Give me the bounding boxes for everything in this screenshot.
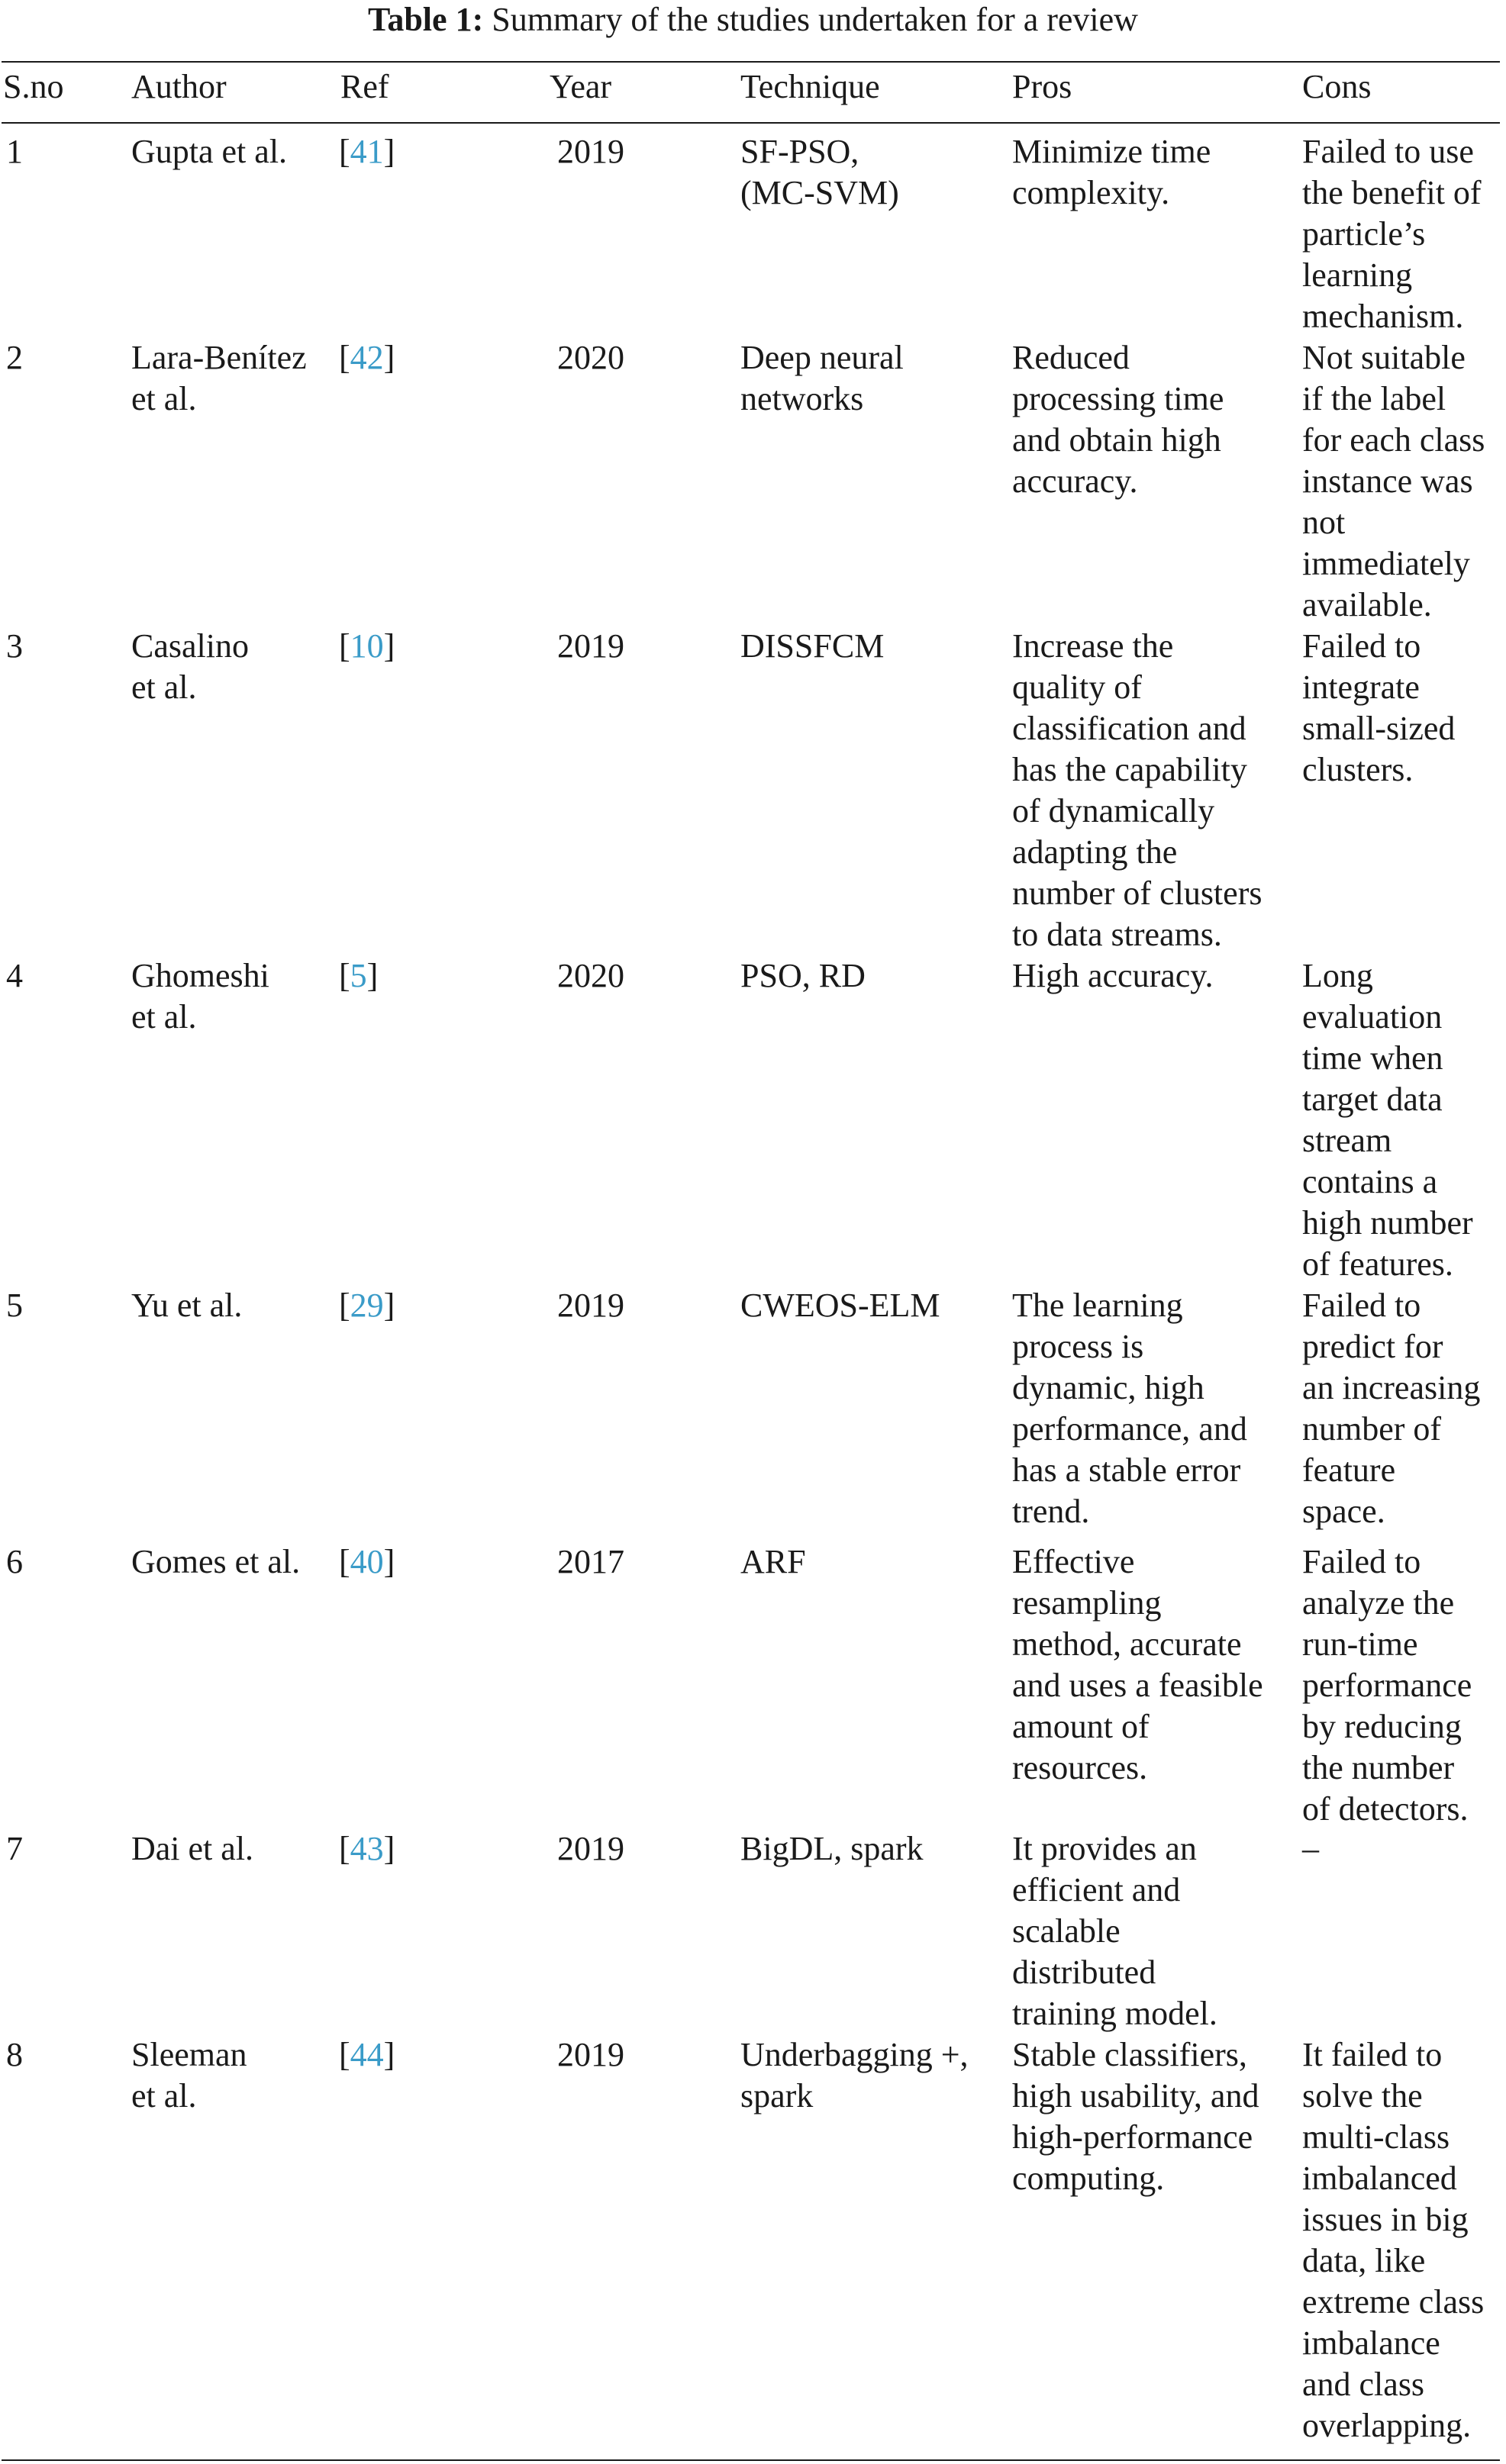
row-pros-line: quality of <box>1012 668 1142 706</box>
row-pros-line: and obtain high <box>1012 421 1221 459</box>
row-author-line: et al. <box>131 668 197 706</box>
row-sno: 2 <box>6 339 23 376</box>
row-sno: 5 <box>6 1287 23 1324</box>
row-author-line: et al. <box>131 2077 197 2115</box>
row-cons-line: multi-class <box>1302 2118 1450 2156</box>
row-cons-line: the number <box>1302 1749 1455 1786</box>
row-cons <box>1302 337 1504 626</box>
row-cons-line: solve the <box>1302 2077 1423 2115</box>
row-cons-line: available. <box>1302 586 1432 623</box>
ref-link[interactable]: 43 <box>350 1830 384 1867</box>
row-cons-line: and class <box>1302 2366 1425 2403</box>
row-cons <box>1302 131 1504 337</box>
row-pros-line: It provides an <box>1012 1830 1197 1867</box>
table-caption-label: Table 1: <box>368 1 484 38</box>
row-pros-line: method, accurate <box>1012 1625 1242 1663</box>
row-pros-line: Effective <box>1012 1543 1135 1580</box>
row-cons-line: performance <box>1302 1667 1472 1704</box>
row-technique-line: networks <box>740 380 864 417</box>
row-cons-line: data, like <box>1302 2242 1426 2279</box>
row-ref <box>339 1828 492 1870</box>
row-ref <box>339 131 492 172</box>
ref-link[interactable]: 29 <box>350 1287 384 1324</box>
header-ref: Ref <box>340 68 389 105</box>
row-pros-line: Minimize time <box>1012 133 1211 170</box>
row-ref <box>339 1541 492 1583</box>
row-sno: 3 <box>6 627 23 665</box>
row-cons-line: overlapping. <box>1302 2407 1472 2444</box>
ref-close-bracket: ] <box>383 1830 395 1867</box>
row-sno: 8 <box>6 2036 23 2073</box>
row-cons-line: number of <box>1302 1410 1442 1448</box>
row-cons <box>1302 2034 1504 2446</box>
ref-link[interactable]: 10 <box>350 627 384 665</box>
row-pros-line: The learning <box>1012 1287 1183 1324</box>
ref-link[interactable]: 41 <box>350 133 384 170</box>
ref-link[interactable]: 5 <box>350 957 367 994</box>
row-pros-line: Increase the <box>1012 627 1174 665</box>
header-pros: Pros <box>1012 68 1072 105</box>
row-cons-line: stream <box>1302 1122 1392 1159</box>
row-author-line: Casalino <box>131 627 249 665</box>
row-pros-line: and uses a feasible <box>1012 1667 1263 1704</box>
row-year: 2019 <box>557 1287 624 1324</box>
row-ref <box>339 626 492 667</box>
row-pros <box>1012 1541 1287 1789</box>
row-year: 2019 <box>557 2036 624 2073</box>
row-pros-line: High accuracy. <box>1012 957 1214 994</box>
row-author-line: Lara-Benítez <box>131 339 307 376</box>
row-pros-line: dynamic, high <box>1012 1369 1204 1406</box>
row-cons-line: small-sized <box>1302 710 1456 747</box>
row-sno: 7 <box>6 1830 23 1867</box>
row-pros <box>1012 131 1287 214</box>
row-pros-line: scalable <box>1012 1912 1121 1950</box>
row-year: 2019 <box>557 627 624 665</box>
row-author-line: Yu et al. <box>131 1287 243 1324</box>
row-pros-line: distributed <box>1012 1953 1156 1991</box>
row-cons-line: the benefit of <box>1302 174 1482 211</box>
row-cons-line: by reducing <box>1302 1708 1462 1745</box>
header-technique: Technique <box>740 68 880 105</box>
row-pros-line: classification and <box>1012 710 1246 747</box>
ref-close-bracket: ] <box>383 133 395 170</box>
row-cons-line: It failed to <box>1302 2036 1443 2073</box>
row-cons-line: target data <box>1302 1081 1443 1118</box>
row-author-line: Gomes et al. <box>131 1543 301 1580</box>
row-technique-line: (MC-SVM) <box>740 174 899 211</box>
row-technique <box>740 1285 1015 1326</box>
row-sno: 1 <box>6 133 23 170</box>
row-year: 2019 <box>557 1830 624 1867</box>
ref-link[interactable]: 40 <box>350 1543 384 1580</box>
row-cons-line: if the label <box>1302 380 1446 417</box>
row-cons-line: Failed to <box>1302 1287 1421 1324</box>
row-cons-line: imbalanced <box>1302 2160 1457 2197</box>
row-cons <box>1302 626 1504 791</box>
table-caption <box>0 0 1506 40</box>
row-cons-line: Long <box>1302 957 1373 994</box>
table-header-row <box>0 61 1506 122</box>
ref-close-bracket: ] <box>383 2036 395 2073</box>
row-author <box>131 131 337 172</box>
row-cons-line: an increasing <box>1302 1369 1481 1406</box>
row-cons-line: Failed to <box>1302 627 1421 665</box>
row-author <box>131 1541 337 1583</box>
row-pros-line: computing. <box>1012 2160 1165 2197</box>
row-pros-line: of dynamically <box>1012 792 1215 829</box>
ref-close-bracket: ] <box>383 339 395 376</box>
row-year: 2020 <box>557 957 624 994</box>
row-cons-line: analyze the <box>1302 1584 1455 1622</box>
row-cons <box>1302 1541 1504 1830</box>
row-pros-line: has the capability <box>1012 751 1247 788</box>
row-technique <box>740 2034 1015 2117</box>
row-technique <box>740 131 1015 214</box>
row-technique-line: PSO, RD <box>740 957 866 994</box>
row-cons-line: evaluation <box>1302 998 1443 1036</box>
row-cons-line: space. <box>1302 1493 1385 1530</box>
row-cons <box>1302 1828 1504 1870</box>
row-cons-line: high number <box>1302 1204 1473 1242</box>
row-pros <box>1012 955 1287 997</box>
ref-open-bracket: [ <box>339 339 350 376</box>
row-pros-line: high usability, and <box>1012 2077 1259 2115</box>
ref-close-bracket: ] <box>383 627 395 665</box>
header-author: Author <box>131 68 227 105</box>
row-pros <box>1012 626 1287 955</box>
ref-open-bracket: [ <box>339 957 350 994</box>
row-cons-line: feature <box>1302 1451 1396 1489</box>
row-pros-line: processing time <box>1012 380 1224 417</box>
row-cons-line: Failed to use <box>1302 133 1474 170</box>
row-technique-line: DISSFCM <box>740 627 885 665</box>
row-cons <box>1302 1285 1504 1532</box>
row-pros-line: amount of <box>1012 1708 1150 1745</box>
row-pros-line: to data streams. <box>1012 916 1222 953</box>
row-author <box>131 2034 337 2117</box>
row-technique-line: SF-PSO, <box>740 133 859 170</box>
row-cons-line: instance was <box>1302 462 1473 500</box>
row-cons-line: time when <box>1302 1039 1443 1077</box>
row-author-line: Dai et al. <box>131 1830 254 1867</box>
header-year: Year <box>550 68 612 105</box>
row-author <box>131 1285 337 1326</box>
row-technique <box>740 1828 1015 1870</box>
row-technique-line: Underbagging +, <box>740 2036 969 2073</box>
row-pros-line: Stable classifiers, <box>1012 2036 1247 2073</box>
row-cons-line: mechanism. <box>1302 298 1464 335</box>
row-author <box>131 337 337 420</box>
header-cons: Cons <box>1302 68 1372 105</box>
row-author <box>131 955 337 1038</box>
row-pros-line: trend. <box>1012 1493 1090 1530</box>
row-cons-line: – <box>1302 1830 1319 1867</box>
row-technique <box>740 955 1015 997</box>
row-technique-line: spark <box>740 2077 814 2115</box>
row-technique-line: Deep neural <box>740 339 904 376</box>
ref-close-bracket: ] <box>383 1287 395 1324</box>
row-pros-line: number of clusters <box>1012 874 1263 912</box>
row-technique-line: ARF <box>740 1543 806 1580</box>
row-author-line: Ghomeshi <box>131 957 269 994</box>
row-cons-line: not <box>1302 504 1346 541</box>
row-cons-line: contains a <box>1302 1163 1438 1200</box>
row-author-line: Sleeman <box>131 2036 247 2073</box>
ref-link[interactable]: 42 <box>350 339 384 376</box>
row-cons-line: run-time <box>1302 1625 1418 1663</box>
row-pros-line: process is <box>1012 1328 1144 1365</box>
row-pros-line: high-performance <box>1012 2118 1253 2156</box>
ref-close-bracket: ] <box>366 957 379 994</box>
row-pros-line: resampling <box>1012 1584 1162 1622</box>
ref-open-bracket: [ <box>339 627 350 665</box>
row-technique-line: BigDL, spark <box>740 1830 924 1867</box>
row-year: 2019 <box>557 133 624 170</box>
row-year: 2017 <box>557 1543 624 1580</box>
row-cons-line: Failed to <box>1302 1543 1421 1580</box>
row-technique <box>740 1541 1015 1583</box>
row-pros <box>1012 2034 1287 2199</box>
row-cons-line: immediately <box>1302 545 1470 582</box>
row-technique-line: CWEOS-ELM <box>740 1287 940 1324</box>
ref-open-bracket: [ <box>339 2036 350 2073</box>
row-cons-line: integrate <box>1302 668 1420 706</box>
row-cons-line: imbalance <box>1302 2324 1440 2362</box>
row-pros-line: resources. <box>1012 1749 1148 1786</box>
row-pros-line: training model. <box>1012 1995 1217 2032</box>
row-cons-line: of detectors. <box>1302 1790 1469 1828</box>
ref-open-bracket: [ <box>339 1830 350 1867</box>
row-ref <box>339 955 492 997</box>
row-cons-line: learning <box>1302 256 1413 294</box>
row-pros-line: performance, and <box>1012 1410 1247 1448</box>
row-year: 2020 <box>557 339 624 376</box>
row-cons <box>1302 955 1504 1285</box>
row-author-line: et al. <box>131 380 197 417</box>
row-author-line: et al. <box>131 998 197 1036</box>
row-ref <box>339 1285 492 1326</box>
ref-open-bracket: [ <box>339 1543 350 1580</box>
row-cons-line: extreme class <box>1302 2283 1485 2321</box>
row-cons-line: for each class <box>1302 421 1485 459</box>
row-pros-line: efficient and <box>1012 1871 1181 1908</box>
row-pros-line: Reduced <box>1012 339 1130 376</box>
row-pros <box>1012 1828 1287 2034</box>
ref-open-bracket: [ <box>339 133 350 170</box>
row-pros <box>1012 337 1287 502</box>
ref-link[interactable]: 44 <box>350 2036 384 2073</box>
row-sno: 6 <box>6 1543 23 1580</box>
row-pros-line: has a stable error <box>1012 1451 1241 1489</box>
table-header-rule <box>2 122 1500 124</box>
row-author <box>131 1828 337 1870</box>
row-ref <box>339 337 492 378</box>
row-technique <box>740 626 1015 667</box>
row-pros-line: accuracy. <box>1012 462 1138 500</box>
row-pros-line: adapting the <box>1012 833 1178 871</box>
ref-open-bracket: [ <box>339 1287 350 1324</box>
ref-close-bracket: ] <box>383 1543 395 1580</box>
row-author <box>131 626 337 708</box>
row-technique <box>740 337 1015 420</box>
row-author-line: Gupta et al. <box>131 133 288 170</box>
row-sno: 4 <box>6 957 23 994</box>
row-cons-line: Not suitable <box>1302 339 1466 376</box>
row-pros <box>1012 1285 1287 1532</box>
table-caption-text: Summary of the studies undertaken for a review <box>492 1 1138 38</box>
row-cons-line: clusters. <box>1302 751 1414 788</box>
row-pros-line: complexity. <box>1012 174 1170 211</box>
row-cons-line: particle’s <box>1302 215 1426 253</box>
row-cons-line: predict for <box>1302 1328 1443 1365</box>
row-cons-line: issues in big <box>1302 2201 1469 2238</box>
row-ref <box>339 2034 492 2076</box>
table-bottom-rule <box>2 2459 1500 2461</box>
row-cons-line: of features. <box>1302 1245 1453 1283</box>
header-sno: S.no <box>3 68 64 105</box>
